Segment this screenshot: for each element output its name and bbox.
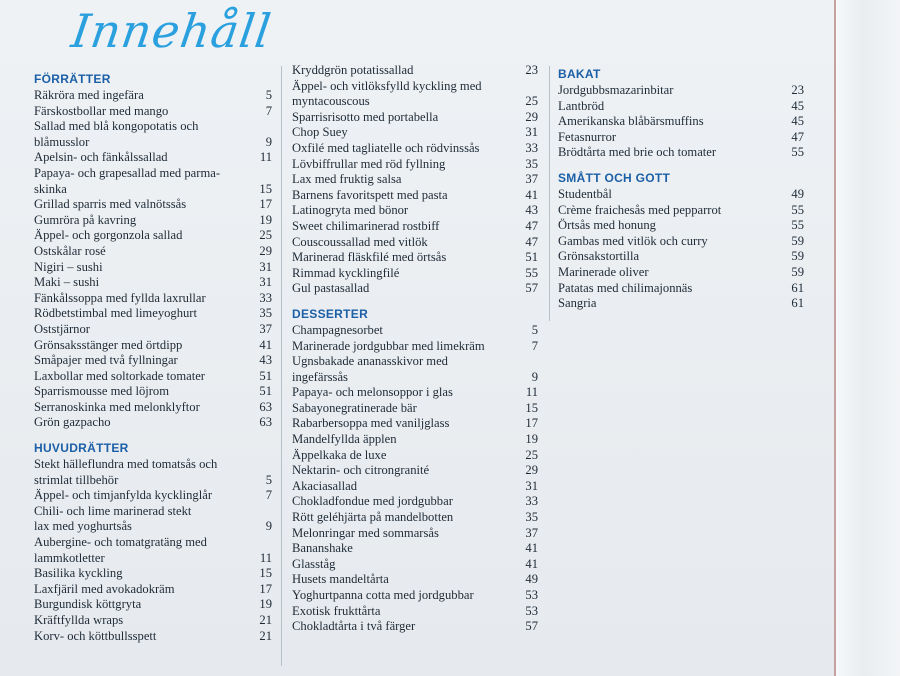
entry-page-number: 7 xyxy=(265,103,272,118)
toc-entry xyxy=(292,619,538,635)
toc-entry xyxy=(558,99,804,115)
toc-entry xyxy=(34,629,272,645)
entry-title: Äppelkaka de luxe xyxy=(292,447,387,462)
entry-page-number: 29 xyxy=(259,243,272,258)
entry-page-number: 35 xyxy=(525,510,538,525)
entry-title: strimlat tillbehör xyxy=(34,472,119,487)
entry-title: Exotisk frukttårta xyxy=(292,603,381,618)
toc-entry xyxy=(292,526,538,542)
entry-page-number: 29 xyxy=(525,463,538,478)
toc-entry xyxy=(34,291,272,307)
entry-title: Rabarbersoppa med vaniljglass xyxy=(292,416,450,431)
toc-entry xyxy=(34,415,272,431)
toc-entry xyxy=(292,281,538,297)
entry-page-number: 31 xyxy=(525,478,538,493)
entry-title: Oxfilé med tagliatelle och rödvinssås xyxy=(292,140,480,155)
entry-page-number: 53 xyxy=(525,603,538,618)
entry-title: Lantbröd xyxy=(558,98,605,113)
toc-entry xyxy=(34,384,272,400)
entry-page-number: 17 xyxy=(259,581,272,596)
entry-page-number: 59 xyxy=(791,264,804,279)
toc-section xyxy=(558,67,804,161)
entry-page-number: 55 xyxy=(791,218,804,233)
toc-entry xyxy=(34,400,272,416)
toc-section xyxy=(292,63,538,297)
entry-title: Äppel- och timjanfylda kycklinglår xyxy=(34,488,213,503)
entry-title: Färskostbollar med mango xyxy=(34,103,169,118)
toc-entry xyxy=(292,266,538,282)
entry-title: Grön gazpacho xyxy=(34,415,111,430)
entry-page-number: 51 xyxy=(259,384,272,399)
toc-section xyxy=(292,307,538,635)
entry-title: Rödbetstimbal med limeyoghurt xyxy=(34,306,197,321)
toc-entry xyxy=(558,114,804,130)
toc-entry xyxy=(34,504,272,520)
entry-title: Sallad med blå kongopotatis och xyxy=(34,119,199,134)
entry-title: Akaciasallad xyxy=(292,478,358,493)
entry-title: Yoghurtpanna cotta med jordgubbar xyxy=(292,588,474,602)
toc-entry xyxy=(292,604,538,620)
entry-title: Chop Suey xyxy=(292,125,348,140)
toc-entry xyxy=(292,235,538,251)
toc-entry xyxy=(292,110,538,126)
toc-entry xyxy=(558,145,804,161)
toc-entry xyxy=(34,566,272,582)
entry-page-number: 19 xyxy=(259,597,272,612)
toc-entry xyxy=(292,323,538,339)
toc-entry xyxy=(34,197,272,213)
entry-page-number: 9 xyxy=(265,519,272,534)
entry-title: Korv- och köttbullsspett xyxy=(34,628,157,643)
toc-entry xyxy=(34,213,272,229)
toc-entry xyxy=(34,535,272,551)
entry-title: blåmusslor xyxy=(34,134,90,149)
toc-entry xyxy=(292,432,538,448)
entry-page-number: 33 xyxy=(525,494,538,509)
toc-entry xyxy=(558,218,804,234)
toc-entry xyxy=(34,519,272,535)
entry-title: Fänkålssoppa med fyllda laxrullar xyxy=(34,290,206,305)
entry-page-number: 5 xyxy=(265,472,272,487)
entry-page-number: 47 xyxy=(525,218,538,233)
entry-page-number: 15 xyxy=(259,181,272,196)
toc-entry xyxy=(292,557,538,573)
entry-title: Nektarin- och citrongranité xyxy=(292,463,430,478)
entry-page-number: 25 xyxy=(525,94,538,109)
entry-title: Aubergine- och tomatgratäng med xyxy=(34,535,207,550)
entry-title: Rött geléhjärta på mandelbotten xyxy=(292,510,454,525)
entry-title: myntacouscous xyxy=(292,94,370,109)
entry-page-number: 31 xyxy=(259,259,272,274)
entry-page-number: 7 xyxy=(531,338,538,353)
toc-entry xyxy=(292,63,538,79)
entry-page-number: 41 xyxy=(525,556,538,571)
toc-entry xyxy=(292,354,538,370)
toc-column-2 xyxy=(292,63,538,645)
entry-page-number: 37 xyxy=(525,525,538,540)
entry-title: Grönsaksstänger med örtdipp xyxy=(34,337,183,352)
entry-title: Marinerad fläskfilé med örtsås xyxy=(292,250,447,265)
entry-page-number: 53 xyxy=(525,588,538,602)
entry-page-number: 11 xyxy=(525,385,538,400)
entry-title: Chili- och lime marinerad stekt xyxy=(34,503,192,518)
entry-page-number: 59 xyxy=(791,249,804,264)
toc-entry xyxy=(292,339,538,355)
entry-title: Stekt hälleflundra med tomatsås och xyxy=(34,457,218,472)
entry-page-number: 61 xyxy=(791,280,804,295)
entry-title: Husets mandeltårta xyxy=(292,572,389,587)
entry-page-number: 35 xyxy=(259,306,272,321)
column-divider xyxy=(549,66,550,321)
toc-entry xyxy=(292,588,538,604)
entry-page-number: 29 xyxy=(525,109,538,124)
entry-page-number: 11 xyxy=(259,150,272,165)
toc-entry xyxy=(34,275,272,291)
entry-title: Brödtårta med brie och tomater xyxy=(558,145,717,160)
entry-title: Gumröra på kavring xyxy=(34,212,137,227)
toc-entry xyxy=(558,234,804,250)
toc-section xyxy=(34,72,272,431)
entry-title: Marinerade oliver xyxy=(558,264,649,279)
entry-title: Chokladfondue med jordgubbar xyxy=(292,494,453,509)
entry-title: lammkotletter xyxy=(34,550,105,565)
page-title: Innehåll xyxy=(68,4,275,58)
section-heading: FÖRRÄTTER xyxy=(34,72,111,86)
entry-title: lax med yoghurtsås xyxy=(34,519,132,534)
column-divider xyxy=(281,66,282,666)
entry-title: Gambas med vitlök och curry xyxy=(558,233,708,248)
toc-entry xyxy=(34,353,272,369)
entry-title: ingefärssås xyxy=(292,369,348,384)
toc-entry xyxy=(292,541,538,557)
toc-entry xyxy=(34,166,272,182)
toc-entry xyxy=(558,130,804,146)
entry-title: Sparrismousse med löjrom xyxy=(34,384,170,399)
entry-page-number: 55 xyxy=(525,265,538,280)
entry-title: Latinogryta med bönor xyxy=(292,203,409,218)
entry-page-number: 61 xyxy=(791,296,804,311)
section-heading: SMÅTT OCH GOTT xyxy=(558,170,671,185)
toc-entry xyxy=(34,135,272,151)
entry-page-number: 25 xyxy=(259,228,272,243)
toc-entry xyxy=(292,157,538,173)
toc-entry xyxy=(34,182,272,198)
book-spine xyxy=(834,0,900,676)
toc-entry xyxy=(558,296,804,312)
entry-page-number: 63 xyxy=(259,415,272,430)
entry-title: Sweet chilimarinerad rostbiff xyxy=(292,218,440,233)
entry-page-number: 41 xyxy=(525,541,538,556)
entry-page-number: 33 xyxy=(259,290,272,305)
entry-title: Couscoussallad med vitlök xyxy=(292,234,428,249)
entry-title: Burgundisk köttgryta xyxy=(34,597,142,612)
toc-entry xyxy=(34,88,272,104)
entry-page-number: 55 xyxy=(791,145,804,160)
toc-entry xyxy=(292,494,538,510)
toc-entry xyxy=(292,479,538,495)
toc-entry xyxy=(34,228,272,244)
entry-page-number: 25 xyxy=(525,447,538,462)
entry-page-number: 51 xyxy=(525,250,538,265)
entry-title: Småpajer med två fyllningar xyxy=(34,353,178,368)
toc-entry xyxy=(34,613,272,629)
toc-entry xyxy=(34,322,272,338)
toc-entry xyxy=(292,172,538,188)
entry-title: Melonringar med sommarsås xyxy=(292,525,439,540)
toc-entry xyxy=(34,597,272,613)
entry-page-number: 31 xyxy=(259,275,272,290)
toc-entry xyxy=(292,188,538,204)
entry-title: Glasståg xyxy=(292,556,336,571)
entry-page-number: 31 xyxy=(525,125,538,140)
toc-entry xyxy=(292,510,538,526)
entry-page-number: 35 xyxy=(525,156,538,171)
entry-title: Maki – sushi xyxy=(34,275,100,290)
toc-entry xyxy=(558,249,804,265)
entry-title: Mandelfyllda äpplen xyxy=(292,432,397,447)
toc-entry xyxy=(34,338,272,354)
entry-title: Studentbål xyxy=(558,186,612,201)
entry-title: Patatas med chilimajonnäs xyxy=(558,280,693,295)
toc-entry xyxy=(292,250,538,266)
toc-entry xyxy=(292,572,538,588)
section-heading: DESSERTER xyxy=(292,306,369,321)
entry-page-number: 59 xyxy=(791,233,804,248)
toc-entry xyxy=(292,94,538,110)
entry-title: Jordgubbsmazarinbitar xyxy=(558,83,674,97)
toc-entry xyxy=(34,488,272,504)
entry-page-number: 9 xyxy=(265,134,272,149)
toc-entry xyxy=(34,150,272,166)
toc-entry xyxy=(558,83,804,99)
entry-title: Marinerade jordgubbar med limekräm xyxy=(292,338,485,353)
entry-page-number: 63 xyxy=(259,399,272,414)
entry-page-number: 43 xyxy=(525,203,538,218)
entry-title: Ostskålar rosé xyxy=(34,243,106,258)
toc-entry xyxy=(292,125,538,141)
entry-title: Äppel- och vitlöksfylld kyckling med xyxy=(292,78,482,93)
toc-entry xyxy=(292,448,538,464)
entry-title: Lax med fruktig salsa xyxy=(292,172,402,187)
entry-page-number: 5 xyxy=(265,88,272,102)
toc-column-3 xyxy=(558,63,804,322)
entry-title: Serranoskinka med melonklyftor xyxy=(34,399,200,414)
toc-entry xyxy=(292,79,538,95)
entry-title: Apelsin- och fänkålssallad xyxy=(34,150,168,165)
entry-title: Chokladtårta i två färger xyxy=(292,619,416,634)
entry-page-number: 5 xyxy=(531,322,538,337)
entry-page-number: 21 xyxy=(259,613,272,627)
entry-title: Nigiri – sushi xyxy=(34,259,103,274)
entry-title: Kräftfyllda wraps xyxy=(34,613,124,627)
entry-title: Papaya- och melonsoppor i glas xyxy=(292,385,453,400)
toc-entry xyxy=(34,457,272,473)
entry-page-number: 17 xyxy=(259,197,272,212)
toc-entry xyxy=(34,582,272,598)
entry-page-number: 49 xyxy=(791,186,804,201)
entry-title: Papaya- och grapesallad med parma- xyxy=(34,165,221,180)
toc-entry xyxy=(558,203,804,219)
entry-page-number: 41 xyxy=(259,337,272,352)
entry-page-number: 7 xyxy=(265,488,272,503)
toc-entry xyxy=(292,401,538,417)
entry-page-number: 37 xyxy=(259,321,272,336)
entry-page-number: 57 xyxy=(525,281,538,296)
entry-title: skinka xyxy=(34,181,67,196)
toc-entry xyxy=(292,203,538,219)
entry-title: Oststjärnor xyxy=(34,321,90,336)
entry-title: Bananshake xyxy=(292,541,353,556)
entry-title: Laxbollar med soltorkade tomater xyxy=(34,368,206,383)
entry-title: Rimmad kycklingfilé xyxy=(292,265,400,280)
entry-title: Kryddgrön potatissallad xyxy=(292,63,414,77)
entry-title: Barnens favoritspett med pasta xyxy=(292,187,448,202)
toc-entry xyxy=(292,370,538,386)
entry-page-number: 55 xyxy=(791,202,804,217)
entry-page-number: 15 xyxy=(525,400,538,415)
entry-title: Sabayonegratinerade bär xyxy=(292,400,417,415)
entry-title: Sangria xyxy=(558,296,597,311)
entry-page-number: 33 xyxy=(525,140,538,155)
entry-title: Grillad sparris med valnötssås xyxy=(34,197,187,212)
entry-page-number: 19 xyxy=(259,212,272,227)
toc-section xyxy=(34,441,272,644)
toc-entry xyxy=(34,104,272,120)
entry-page-number: 17 xyxy=(525,416,538,431)
toc-entry xyxy=(34,260,272,276)
entry-title: Crème fraichesås med pepparrot xyxy=(558,202,722,217)
entry-title: Gul pastasallad xyxy=(292,281,370,296)
entry-page-number: 23 xyxy=(791,83,804,97)
entry-page-number: 45 xyxy=(791,98,804,113)
entry-title: Räkröra med ingefära xyxy=(34,88,144,102)
entry-page-number: 9 xyxy=(531,369,538,384)
entry-page-number: 47 xyxy=(525,234,538,249)
toc-entry xyxy=(292,463,538,479)
entry-page-number: 49 xyxy=(525,572,538,587)
toc-entry xyxy=(34,306,272,322)
toc-entry xyxy=(558,187,804,203)
entry-page-number: 41 xyxy=(525,187,538,202)
entry-page-number: 43 xyxy=(259,353,272,368)
section-heading: BAKAT xyxy=(558,67,601,81)
entry-page-number: 21 xyxy=(259,628,272,643)
entry-page-number: 37 xyxy=(525,172,538,187)
entry-page-number: 15 xyxy=(259,566,272,581)
toc-entry xyxy=(34,244,272,260)
entry-page-number: 57 xyxy=(525,619,538,634)
entry-title: Äppel- och gorgonzola sallad xyxy=(34,228,183,243)
entry-title: Champagnesorbet xyxy=(292,322,383,337)
entry-page-number: 45 xyxy=(791,114,804,129)
entry-page-number: 23 xyxy=(525,63,538,77)
entry-page-number: 47 xyxy=(791,129,804,144)
entry-page-number: 51 xyxy=(259,368,272,383)
toc-column-1 xyxy=(34,68,272,654)
toc-entry xyxy=(558,265,804,281)
entry-page-number: 19 xyxy=(525,432,538,447)
toc-entry xyxy=(34,119,272,135)
toc-entry xyxy=(34,369,272,385)
entry-page-number: 11 xyxy=(259,550,272,565)
toc-entry xyxy=(292,219,538,235)
entry-title: Sparrisrisotto med portabella xyxy=(292,109,439,124)
toc-entry xyxy=(292,141,538,157)
entry-title: Grönsakstortilla xyxy=(558,249,640,264)
toc-section xyxy=(558,171,804,312)
toc-entry xyxy=(292,385,538,401)
entry-title: Örtsås med honung xyxy=(558,218,656,233)
entry-title: Lövbiffrullar med röd fyllning xyxy=(292,156,446,171)
entry-title: Ugnsbakade ananasskivor med xyxy=(292,354,448,369)
entry-title: Laxfjäril med avokadokräm xyxy=(34,581,175,596)
toc-entry xyxy=(34,473,272,489)
toc-entry xyxy=(34,551,272,567)
section-heading: HUVUDRÄTTER xyxy=(34,441,129,456)
toc-entry xyxy=(292,416,538,432)
entry-title: Fetasnurror xyxy=(558,129,617,144)
toc-entry xyxy=(558,281,804,297)
entry-title: Amerikanska blåbärsmuffins xyxy=(558,114,704,129)
entry-title: Basilika kyckling xyxy=(34,566,123,581)
